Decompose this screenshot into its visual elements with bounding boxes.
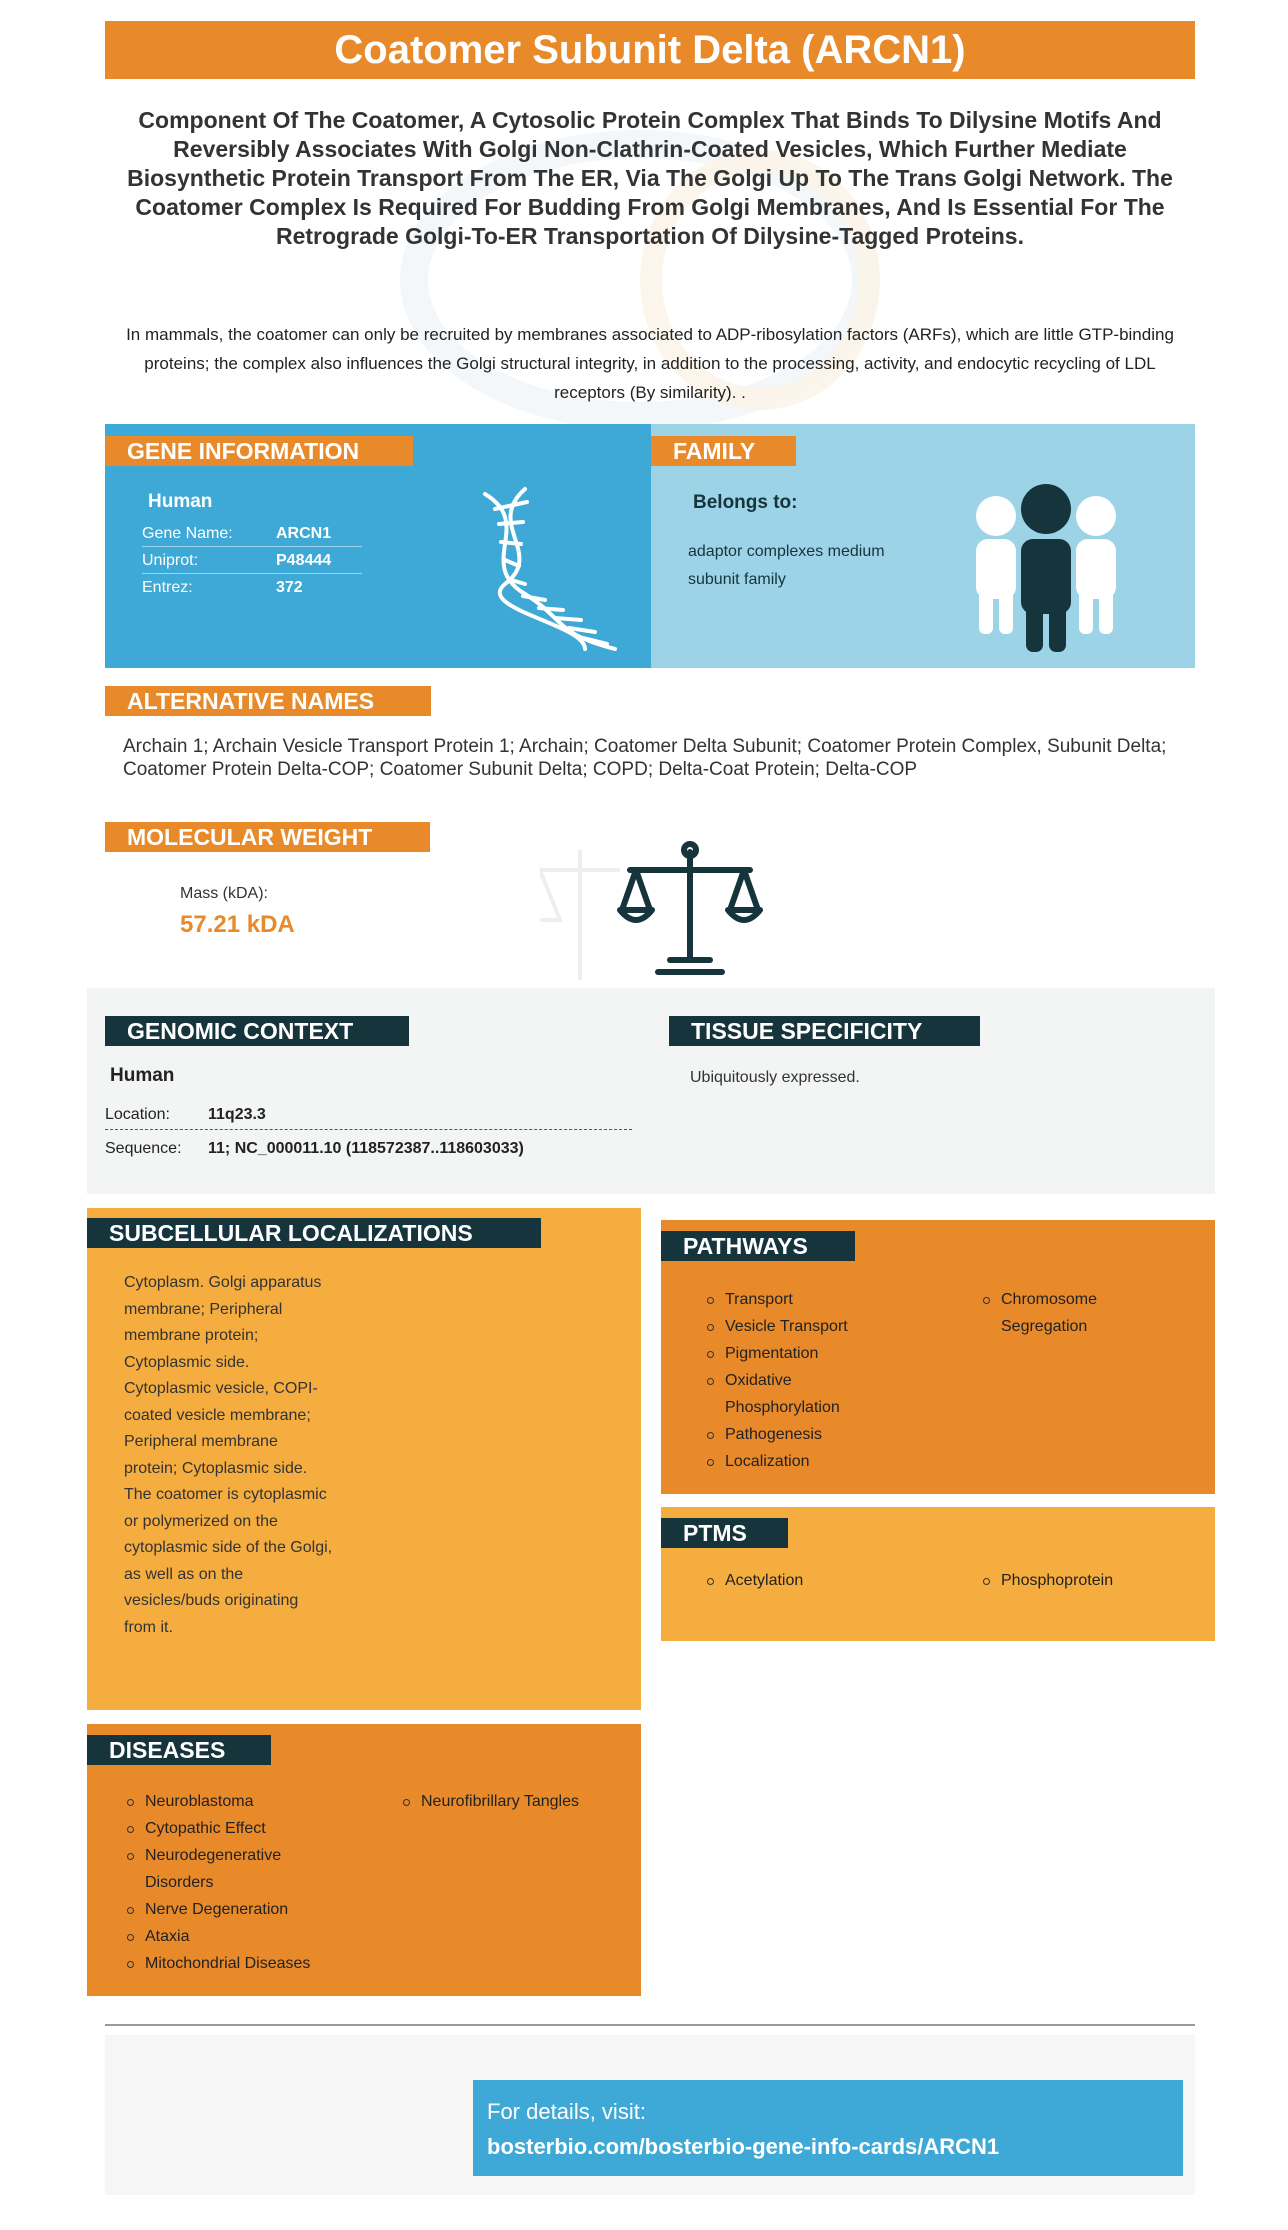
list-item: Pathogenesis <box>707 1421 907 1448</box>
scale-icon <box>540 830 780 990</box>
sequence-label: Sequence: <box>105 1140 182 1157</box>
gene-row-uniprot <box>142 547 362 574</box>
molecular-weight-heading: MOLECULAR WEIGHT <box>105 822 430 852</box>
list-item: Acetylation <box>707 1567 907 1594</box>
family-heading: FAMILY <box>651 436 796 466</box>
ptms-list-2 <box>983 1567 1183 1594</box>
ptms-list-1 <box>707 1567 907 1594</box>
gene-row-key: Uniprot: <box>142 552 199 569</box>
location-value: 11q23.3 <box>208 1106 266 1123</box>
diseases-list-2 <box>403 1788 623 1815</box>
family-text: adaptor complexes medium subunit family <box>688 543 885 588</box>
intro-paragraph: In mammals, the coatomer can only be recruited by membranes associated to ADP-ribosylation factors (ARFs), which are little GTP-binding proteins; the complex also influences the Golgi structural integrity, in addition to the processing, activity, and endocytic recycling of LDL receptors (By similarity). . <box>126 325 1174 402</box>
tissue-specificity-text: Ubiquitously expressed. <box>690 1069 860 1086</box>
list-item: Neuroblastoma <box>127 1788 337 1815</box>
footer-divider <box>105 2024 1195 2026</box>
details-link-box[interactable] <box>473 2080 1183 2176</box>
gene-row-value: 372 <box>276 579 303 596</box>
pathways-panel <box>661 1220 1215 1494</box>
diseases-heading: DISEASES <box>87 1735 271 1765</box>
gene-information-heading: GENE INFORMATION <box>105 436 413 466</box>
tissue-specificity-heading: TISSUE SPECIFICITY <box>669 1016 980 1046</box>
ptms-heading: PTMS <box>661 1518 788 1548</box>
sequence-value: 11; NC_000011.10 (118572387..118603033) <box>208 1140 524 1157</box>
genomic-species: Human <box>110 1065 175 1086</box>
gene-row-value: ARCN1 <box>276 525 332 542</box>
subcellular-panel <box>87 1208 641 1710</box>
gene-row-entrez <box>142 574 362 601</box>
list-item: Chromosome Segregation <box>983 1286 1143 1340</box>
dna-icon <box>465 484 625 654</box>
subcellular-text: Cytoplasm. Golgi apparatus membrane; Peripheral membrane protein; Cytoplasmic side. Cytoplasmic vesicle, COPI-coated vesicle membrane; Peripheral membrane protein; Cytoplasmic side. The coatomer is cytoplasmic or polymerized on the cytoplasmic side of the Golgi, as well as on the vesicles/buds originating from it. <box>124 1274 333 1636</box>
location-label: Location: <box>105 1106 170 1123</box>
details-link[interactable]: bosterbio.com/bosterbio-gene-info-cards/ARCN1 <box>487 2134 1000 2159</box>
page-title: Coatomer Subunit Delta (ARCN1) <box>105 21 1195 79</box>
gene-row-name <box>142 520 362 547</box>
gene-row-value: P48444 <box>276 552 332 569</box>
details-label: For details, visit: <box>487 2099 646 2124</box>
list-item: Vesicle Transport <box>707 1313 907 1340</box>
list-item: Neurofibrillary Tangles <box>403 1788 623 1815</box>
function-summary: Component Of The Coatomer, A Cytosolic Protein Complex That Binds To Dilysine Motifs And Reversibly Associates With Golgi Non-Clathrin-Coated Vesicles, Which Further Mediate Biosynthetic Protein Transport From The ER, Via The Golgi Up To The Trans Golgi Network. The Coatomer Complex Is Required For Budding From Golgi Membranes, And Is Essential For The Retrograde Golgi-To-ER Transportation Of Dilysine-Tagged Proteins. <box>127 107 1173 249</box>
list-item: Phosphoprotein <box>983 1567 1183 1594</box>
list-item: Mitochondrial Diseases <box>127 1950 337 1977</box>
list-item: Ataxia <box>127 1923 337 1950</box>
pathways-heading: PATHWAYS <box>661 1231 855 1261</box>
genomic-location-row <box>105 1100 632 1130</box>
gene-info-table <box>142 520 362 601</box>
genomic-sequence-row <box>105 1134 632 1164</box>
gene-species: Human <box>148 491 213 512</box>
subcellular-heading: SUBCELLULAR LOCALIZATIONS <box>87 1218 541 1248</box>
mass-label: Mass (kDA): <box>180 885 268 902</box>
list-item: Neurodegenerative Disorders <box>127 1842 337 1896</box>
alternative-names-text: Archain 1; Archain Vesicle Transport Protein 1; Archain; Coatomer Delta Subunit; Coatomer Protein Complex, Subunit Delta; Coatomer Protein Delta-COP; Coatomer Subunit Delta; COPD; Delta-Coat Protein; Delta-COP <box>123 736 1167 780</box>
gene-row-key: Gene Name: <box>142 525 233 542</box>
alternative-names-heading: ALTERNATIVE NAMES <box>105 686 431 716</box>
family-belongs-label: Belongs to: <box>693 492 798 513</box>
list-item: Cytopathic Effect <box>127 1815 337 1842</box>
pathways-list-1 <box>707 1286 907 1475</box>
list-item: Pigmentation <box>707 1340 907 1367</box>
list-item: Transport <box>707 1286 907 1313</box>
people-icon <box>971 484 1121 654</box>
list-item: Oxidative Phosphorylation <box>707 1367 907 1421</box>
list-item: Nerve Degeneration <box>127 1896 337 1923</box>
list-item: Localization <box>707 1448 907 1475</box>
gene-row-key: Entrez: <box>142 579 193 596</box>
diseases-list-1 <box>127 1788 337 1977</box>
mass-value: 57.21 kDA <box>180 911 295 938</box>
pathways-list-2 <box>983 1286 1143 1340</box>
genomic-context-heading: GENOMIC CONTEXT <box>105 1016 409 1046</box>
